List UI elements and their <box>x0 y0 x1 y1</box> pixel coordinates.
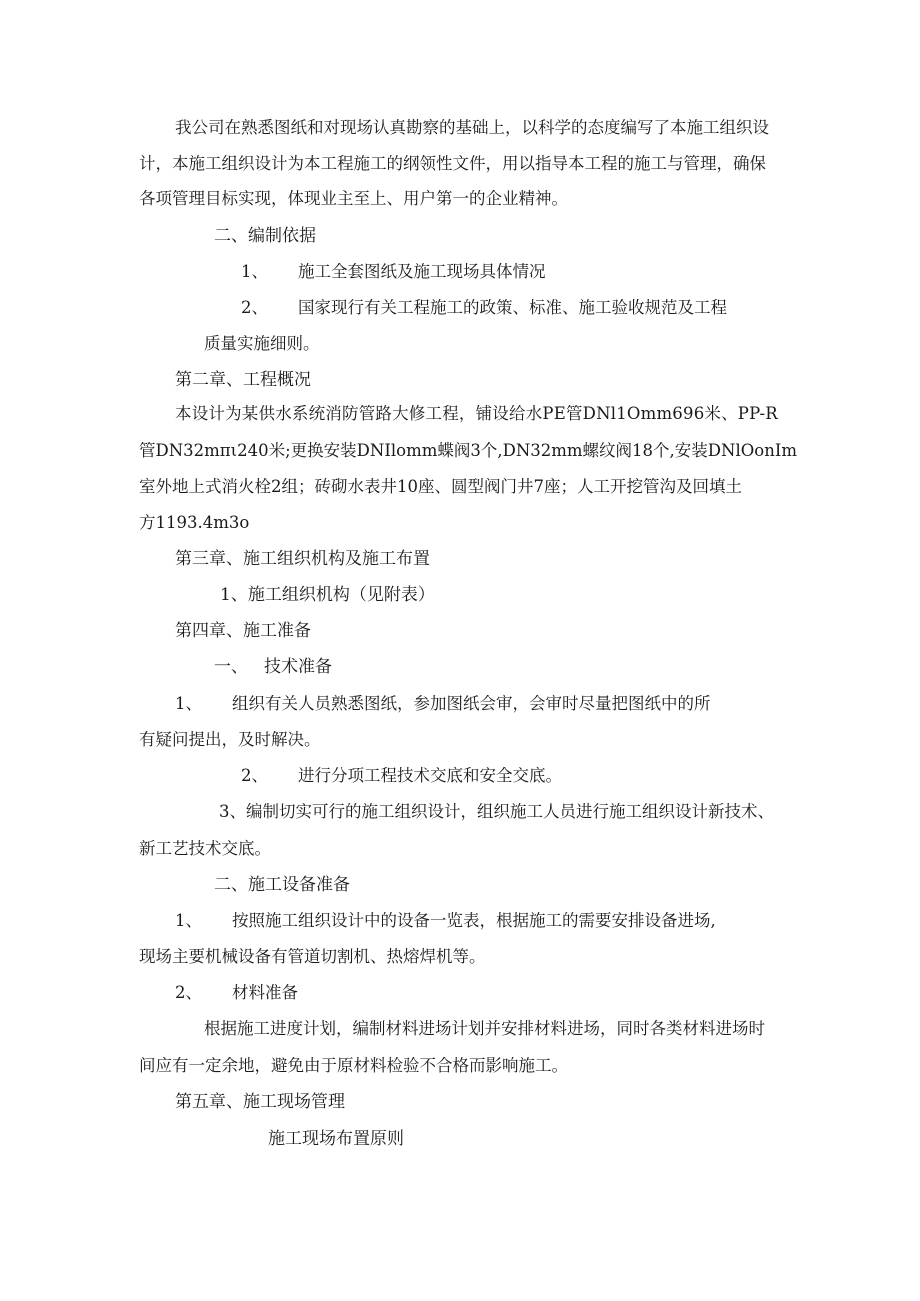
basis-item-2-number: 2、 <box>241 298 268 317</box>
intro-line-2: 计，本施工组织设计为本工程施工的纲领性文件，用以指导本工程的施工与管理，确保 <box>139 154 766 173</box>
chapter-2-line-1: 本设计为某供水系统消防管路大修工程，铺设给水PE管DNl1Omm696米、PP-R <box>175 404 778 423</box>
chapter-5-heading: 第五章、施工现场管理 <box>175 1092 345 1112</box>
chapter-2-line-4: 方1193.4m3o <box>139 513 250 532</box>
basis-item-2-text: 国家现行有关工程施工的政策、标准、施工验收规范及工程 <box>298 298 727 317</box>
basis-continuation: 质量实施细则。 <box>204 334 320 353</box>
basis-item-1-number: 1、 <box>241 262 268 281</box>
tech-item-2-text: 进行分项工程技术交底和安全交底。 <box>298 766 562 785</box>
chapter-4-heading: 第四章、施工准备 <box>175 621 311 641</box>
intro-line-3: 各项管理目标实现，体现业主至上、用户第一的企业精神。 <box>139 189 568 208</box>
chapter-3-item: 1、施工组织机构（见附表） <box>220 585 435 605</box>
equipment-prep-heading: 二、施工设备准备 <box>214 875 350 895</box>
chapter-5-subheading: 施工现场布置原则 <box>268 1129 404 1149</box>
chapter-2-line-3: 室外地上式消火栓2组；砖砌水表井10座、圆型阀门井7座；人工开挖管沟及回填土 <box>139 477 742 496</box>
equipment-item-2-number: 2、 <box>175 983 202 1002</box>
tech-item-1-continuation: 有疑问提出，及时解决。 <box>139 730 321 749</box>
equipment-item-1-text: 按照施工组织设计中的设备一览表，根据施工的需要安排设备进场, <box>232 911 716 930</box>
tech-item-2-number: 2、 <box>241 766 268 785</box>
chapter-2-heading: 第二章、工程概况 <box>175 370 311 390</box>
material-line-2: 间应有一定余地，避免由于原材料检验不合格而影响施工。 <box>139 1056 568 1075</box>
basis-heading: 二、编制依据 <box>214 226 316 246</box>
chapter-2-line-2: 管DN32mπι240米;更换安装DNIlomm蝶阀3个,DN32mm螺纹阀18个,安装DNlOonIm <box>139 441 797 460</box>
tech-item-3-text: 3、编制切实可行的施工组织设计，组织施工人员进行施工组织设计新技术、 <box>219 802 774 821</box>
chapter-3-heading: 第三章、施工组织机构及施工布置 <box>175 549 430 569</box>
tech-item-1-text: 组织有关人员熟悉图纸，参加图纸会审，会审时尽量把图纸中的所 <box>232 694 711 713</box>
tech-prep-heading: 技术准备 <box>264 657 332 677</box>
equipment-item-1-continuation: 现场主要机械设备有管道切割机、热熔焊机等。 <box>139 947 486 966</box>
intro-line-1: 我公司在熟悉图纸和对现场认真勘察的基础上，以科学的态度编写了本施工组织设 <box>175 118 769 137</box>
tech-item-3-continuation: 新工艺技术交底。 <box>139 839 271 858</box>
equipment-item-1-number: 1、 <box>175 911 202 930</box>
tech-item-1-number: 1、 <box>175 694 202 713</box>
tech-prep-number: 一、 <box>214 657 248 677</box>
material-line-1: 根据施工进度计划，编制材料进场计划并安排材料进场，同时各类材料进场时 <box>204 1019 765 1038</box>
equipment-item-2-text: 材料准备 <box>232 983 298 1002</box>
basis-item-1-text: 施工全套图纸及施工现场具体情况 <box>298 262 546 281</box>
